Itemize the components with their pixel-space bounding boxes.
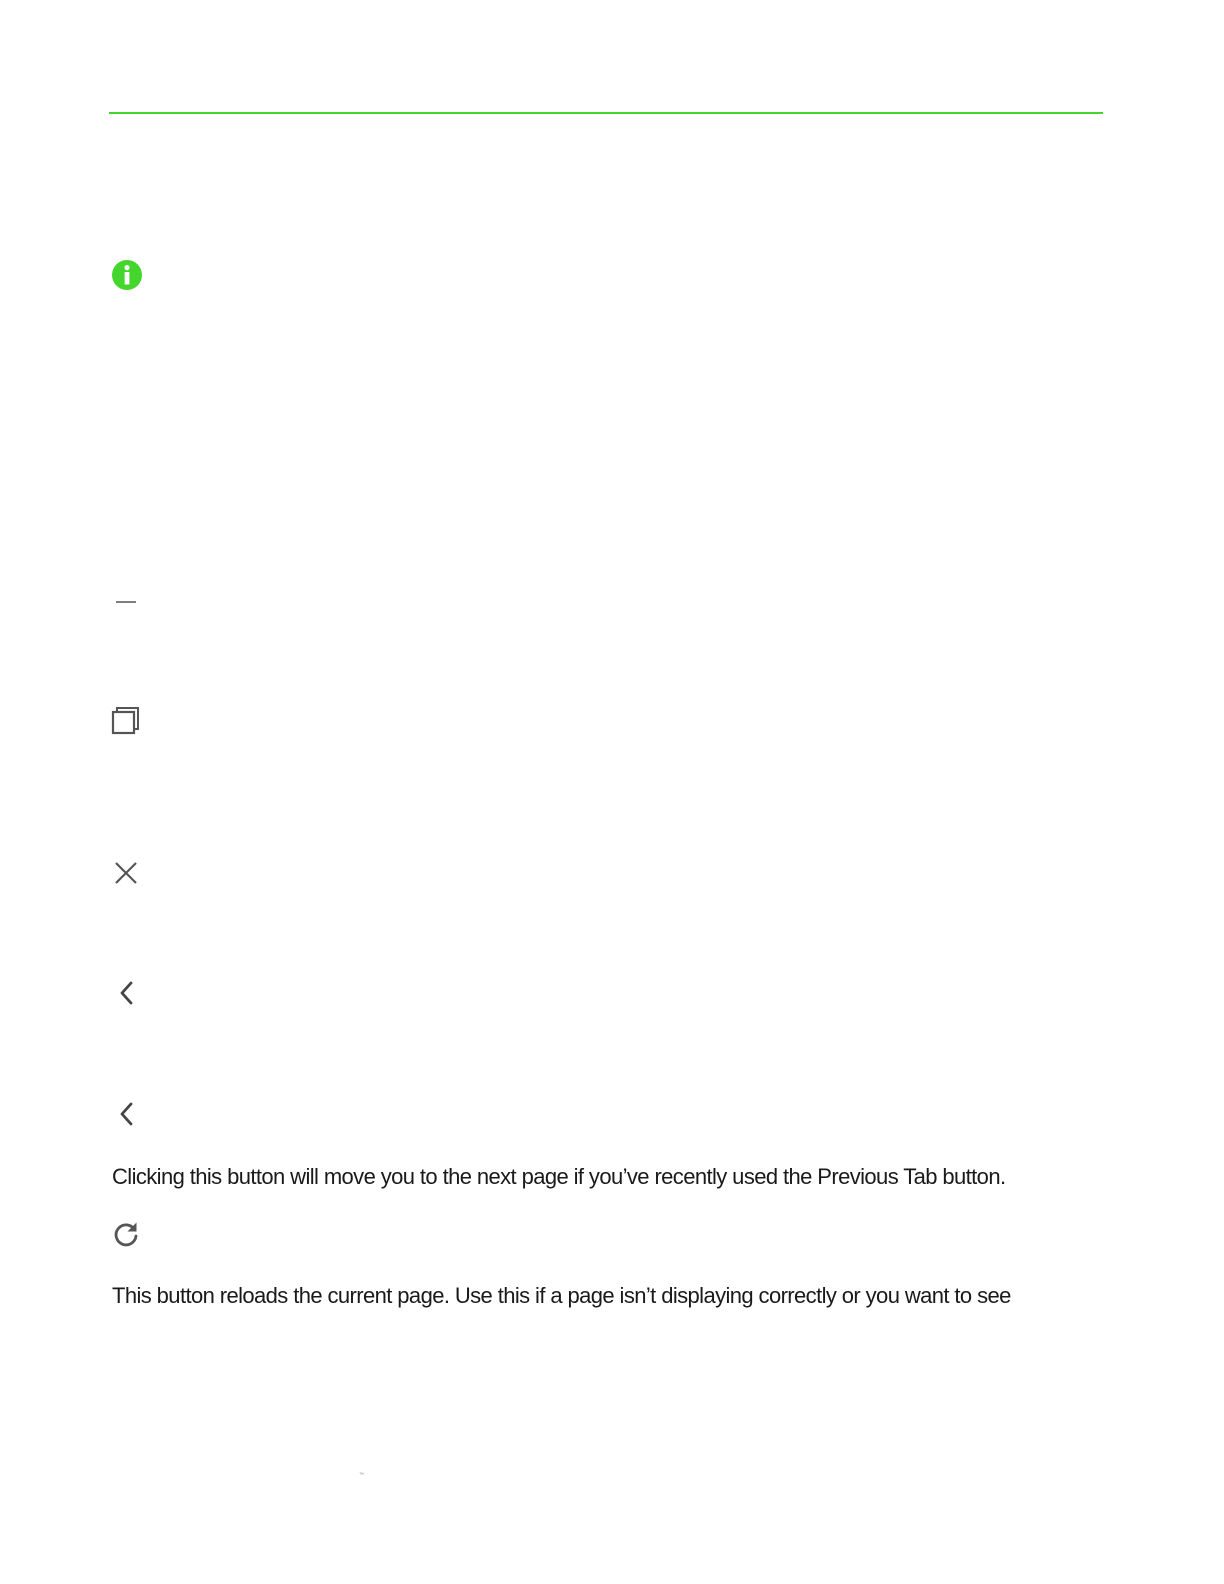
chevron-left-icon[interactable] — [115, 980, 139, 1006]
close-icon[interactable] — [113, 860, 139, 886]
header-accent-rule — [109, 112, 1103, 114]
minimize-icon[interactable] — [114, 590, 138, 614]
info-icon — [111, 259, 143, 291]
trademark-symbol: ™ — [359, 1472, 364, 1478]
restore-window-icon[interactable] — [111, 706, 141, 736]
reload-icon[interactable] — [112, 1220, 140, 1248]
next-tab-description: Clicking this button will move you to the next page if you’ve recently used the Previous Tab button. — [112, 1164, 1006, 1189]
chevron-left-icon[interactable] — [115, 1101, 139, 1127]
reload-description: This button reloads the current page. Use this if a page isn’t displaying correctly or you want to see — [112, 1283, 1011, 1308]
